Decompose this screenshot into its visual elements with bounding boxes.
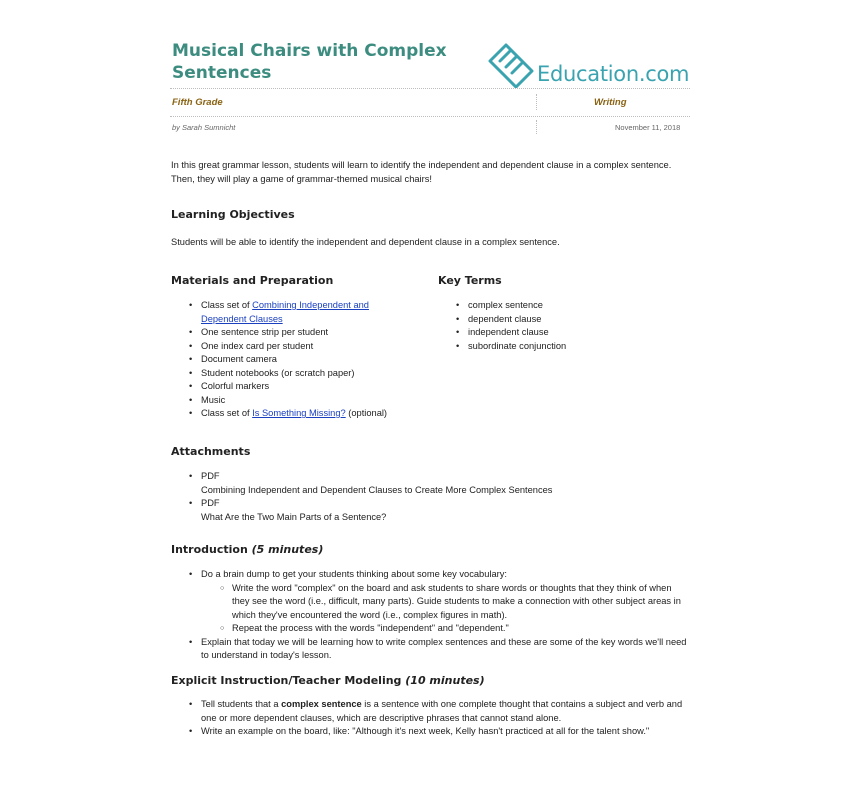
list-item: • Student notebooks (or scratch paper) bbox=[201, 367, 416, 381]
materials-heading: Materials and Preparation bbox=[171, 274, 334, 287]
list-item bbox=[201, 299, 416, 326]
section-title: Explicit Instruction/Teacher Modeling bbox=[171, 674, 402, 687]
list-item bbox=[201, 698, 687, 725]
grade-level: Fifth Grade bbox=[172, 97, 223, 108]
key-term: complex sentence bbox=[281, 699, 362, 709]
list-item-text: Class set of bbox=[201, 408, 253, 418]
list-item: • independent clause bbox=[468, 326, 688, 340]
key-terms-heading: Key Terms bbox=[438, 274, 502, 287]
list-item: • dependent clause bbox=[468, 313, 688, 327]
attachment-item[interactable] bbox=[201, 470, 681, 497]
attachment-name: Combining Independent and Dependent Clauses to Create More Complex Sentences bbox=[201, 484, 553, 495]
list-item: • Explain that today we will be learning how to write complex sentences and these are some of the key words we'll need to understand in today's lesson. bbox=[201, 636, 687, 663]
list-item-text: (optional) bbox=[345, 408, 388, 418]
attachments-heading: Attachments bbox=[171, 445, 251, 458]
attachment-type: • PDF bbox=[201, 471, 220, 481]
subject: Writing bbox=[594, 97, 627, 108]
attachment-type: • PDF bbox=[201, 498, 220, 508]
attachments-list bbox=[201, 470, 681, 524]
introduction-heading bbox=[171, 543, 323, 556]
list-item: • Music bbox=[201, 394, 416, 408]
brand-name: Education.com bbox=[537, 62, 690, 86]
combining-clauses-link[interactable]: Combining Independent and Dependent Clauses bbox=[201, 300, 369, 324]
list-item-text: Tell students that a bbox=[201, 699, 282, 709]
list-item-text: is a sentence with one complete thought that contains a subject and verb and one or more dependent clauses, which are descriptive phrases that cannot stand alone. bbox=[201, 699, 683, 723]
list-item: • Write an example on the board, like: "Although it's next week, Kelly hasn't practiced at all for the talent show." bbox=[201, 725, 687, 739]
divider bbox=[536, 94, 537, 110]
divider bbox=[536, 120, 537, 134]
materials-list bbox=[201, 299, 416, 421]
intro-paragraph: In this great grammar lesson, students will learn to identify the independent and dependent clause in a complex sentence. Then, they will play a game of grammar-themed musical chairs! bbox=[171, 160, 672, 184]
author: by Sarah Sumnicht bbox=[172, 123, 236, 132]
sub-list bbox=[201, 582, 687, 636]
explicit-instruction-list bbox=[201, 698, 687, 739]
list-item-text: Class set of bbox=[201, 300, 253, 310]
objectives-text: Students will be able to identify the independent and dependent clause in a complex sentence. bbox=[171, 237, 560, 247]
divider bbox=[170, 116, 690, 117]
publish-date: November 11, 2018 bbox=[615, 123, 681, 132]
list-item: • One index card per student bbox=[201, 340, 416, 354]
attachment-item[interactable] bbox=[201, 497, 681, 524]
sub-list-item: ○ Write the word "complex" on the board and ask students to share words or thoughts that they think of when they see the word (i.e., difficult, many parts). Guide students to make a connection with other subject areas in which they've encountered the word (i.e., complex figures in math). bbox=[201, 582, 687, 623]
page-title: Musical Chairs with Complex Sentences bbox=[172, 41, 447, 83]
list-item: • subordinate conjunction bbox=[468, 340, 688, 354]
list-item bbox=[201, 568, 687, 636]
list-item: • complex sentence bbox=[468, 299, 688, 313]
objectives-heading: Learning Objectives bbox=[171, 208, 295, 221]
list-item: • Colorful markers bbox=[201, 380, 416, 394]
introduction-list bbox=[201, 568, 687, 663]
sub-list-item: ○ Repeat the process with the words "independent" and "dependent." bbox=[201, 622, 687, 636]
key-terms-list bbox=[468, 299, 688, 353]
section-duration: (10 minutes) bbox=[405, 674, 485, 687]
divider bbox=[170, 88, 690, 89]
list-item bbox=[201, 407, 416, 421]
list-item: • One sentence strip per student bbox=[201, 326, 416, 340]
section-duration: (5 minutes) bbox=[251, 543, 324, 556]
attachment-name: What Are the Two Main Parts of a Sentence? bbox=[201, 511, 387, 522]
list-item-text: • Do a brain dump to get your students thinking about some key vocabulary: bbox=[201, 569, 507, 579]
section-title: Introduction bbox=[171, 543, 248, 556]
list-item: • Document camera bbox=[201, 353, 416, 367]
explicit-instruction-heading bbox=[171, 674, 485, 687]
is-something-missing-link[interactable]: Is Something Missing? bbox=[252, 408, 346, 418]
